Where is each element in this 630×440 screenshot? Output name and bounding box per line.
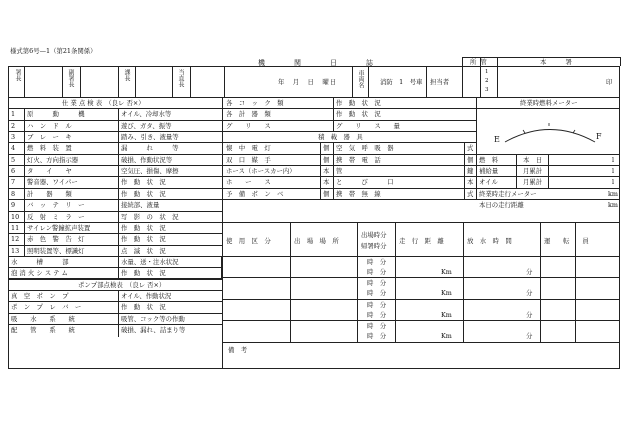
rule-h [222, 188, 476, 189]
equip-item-label: 管 [336, 167, 343, 176]
rule-h [8, 301, 222, 302]
log-time-depart: 時 分 [367, 279, 387, 288]
rule-h [222, 256, 620, 257]
fuel-meter-title: 終業時燃料メーター [520, 99, 578, 107]
rule-h [8, 188, 222, 189]
rule-h [222, 199, 476, 200]
rule-h [222, 342, 620, 343]
check-item-detail: 水量、送・注水状況 [121, 257, 179, 266]
rule-v [540, 222, 541, 342]
rule-h [222, 277, 620, 278]
rule-h [8, 120, 222, 121]
check-item-detail: 破損、作動状況等 [121, 155, 173, 164]
check-item-detail: 作 動 状 況 [121, 178, 166, 187]
equip-title: 積 載 器 具 [318, 133, 363, 142]
rule-h [8, 313, 222, 314]
check-item-label: 警音器、ワイパー [27, 178, 78, 187]
mid-item-label: グ リ ス [226, 121, 271, 130]
pump-item-label: 吸 水 系 統 [11, 314, 75, 323]
rule-v [464, 142, 465, 199]
check-item-detail: 写 影 の 状 況 [121, 212, 179, 221]
log-header-place: 出 場 場 所 [294, 236, 339, 245]
pump-item-detail: オイル、作動状況 [121, 291, 172, 300]
equip-item-label: と び 口 [336, 178, 394, 187]
rule-h [8, 199, 222, 200]
rule-h [222, 165, 476, 166]
check-item-detail: 作 動 状 況 [121, 269, 166, 278]
rule-v [24, 108, 25, 256]
log-time-return: 時 分 [367, 267, 387, 276]
today-distance-unit: km [608, 201, 618, 210]
log-header-usage: 使 用 区 分 [226, 236, 271, 245]
rule-h [8, 211, 222, 212]
distance-unit: km [608, 189, 618, 198]
log-minute-unit: 分 [526, 289, 533, 298]
equip-unit: 個 [323, 144, 330, 153]
log-time-return: 時 分 [367, 310, 387, 319]
log-time-depart: 時 分 [367, 257, 387, 266]
vehicle-label: 車両名 [357, 70, 364, 88]
gauge-e-label: E [494, 135, 500, 144]
rule-h [476, 108, 620, 109]
row-number: 9 [11, 201, 16, 210]
row-number: 6 [11, 167, 16, 176]
equip-unit: 個 [323, 189, 330, 198]
check-item-label: 反 射 ミ ラ ー [27, 212, 85, 221]
check-item-label: 水 槽 部 [11, 257, 69, 266]
rule-h [8, 154, 222, 155]
seal-mark: 印 [606, 78, 613, 86]
row-number: 11 [11, 223, 20, 232]
fuel-row-unit: l [612, 167, 615, 176]
log-time-depart: 時 分 [367, 300, 387, 309]
log-km-unit: Km [441, 332, 452, 341]
check-item-label: タ イ ヤ [27, 167, 72, 176]
log-header-return: 帰署時分 [361, 241, 387, 250]
log-time-depart: 時 分 [367, 322, 387, 331]
vehicle-name: 消防 1 号車 [380, 78, 423, 86]
row-number: 5 [11, 155, 16, 164]
date-field: 年 月 日 曜日 [278, 78, 338, 86]
rule-v [357, 222, 358, 342]
equip-unit: 本 [323, 167, 330, 176]
check-item-detail: 作 動 状 況 [121, 189, 166, 198]
pump-item-detail: 吸管、コック等の作動 [121, 314, 185, 323]
equip-item-label: 懐 中 電 灯 [226, 144, 271, 153]
rule-v [463, 222, 464, 342]
label-tochokucho: 当直長 [177, 69, 184, 87]
rule-v [575, 222, 576, 342]
mid-item-detail: 作 動 状 況 [336, 99, 381, 107]
row-number: 2 [11, 121, 16, 130]
check-item-label: ハ ン ド ル [27, 121, 72, 130]
shozoku-label: 所管 [470, 58, 491, 66]
page: 様式第6号—1（第21条関係） 機 関 日 誌 署長 副署長 課長 当直長 年 月 日 曜日 車両名 消防 1 号車 担当者 所管 本 署 1 2 3 印 仕 業 点 検 表 （良レ 否×） 1 原 動 機 オイル、冷却水等 2 ハ ン ド ル 遊び、ガタ、振等 3 ブ レ ー キ 踏み、引き、液量等 4 燃 料 装 置 漏 れ 等 5 灯火、方向指示器 破損、作動状況等 6 タ イ ヤ 空気圧、損傷、摩擦 7 警音器、ワイパー 作 動 状 況 8 計 器 類 作 動 状 況 9 バ ッ テ リ ー 接続部、液量 10 反 射 ミ ラ ー 写 影 の 状 況 11 サイレン警鐘拡声装置 作 動 状 況 12 赤 色 警 告 灯 作 動 状 況 13 照明装置等、標識灯 点 滅 状 況 水 槽 部 水量、送・注水状況 泡 消 火 シ ス テ ム 作 動 状 況 ポンプ部点検表 （良レ 否×） 真 空 ポ ン プ オイル、作動状況 ポ ン プ レ バ ー 作 動 状 況 吸 水 系 統 吸管、コック等の作動 配 管 系 統 破損、漏れ、詰まり等 各 コ ッ ク 類 作 動 状 況 各 計 器 類 作 動 状 況 グ リ ス グ リ ス 量 積 載 器 具 懐 中 電 灯 個 空 気 呼 吸 器 式 双 口 媒 手 個 携 帯 電 話 個 ホース（ホースカー内） 本 管 鍵 ホ ー ス 本 と び 口 本 予 備 ボ ン ベ 個 携 帯 無 線 式 終業時燃料メーター E F 燃 料 本 日 l 補給量 月累計 l オイル 月累計 l 終業時走行メーター km 本日の走行距離 km 使 用 区 分 出 場 場 所 出場時分 帰署時分 走 行 距 離 放 水 時 間 運 転 員 時 分 時 分 Km 分 時 分 時 分 Km 分 時 分 時 分 Km 分 時 分 時 分 Km 分 備 考 [0, 0, 630, 440]
log-minute-unit: 分 [526, 267, 533, 276]
rule-v [333, 97, 334, 131]
log-time-return: 時 分 [367, 289, 387, 298]
rule-h [222, 320, 620, 321]
distance-label: 終業時走行メーター [479, 189, 537, 198]
check-item-detail: 漏 れ 等 [121, 144, 179, 153]
pump-item-detail: 作 動 状 況 [121, 303, 166, 312]
fuel-row-key: 本 日 [523, 155, 543, 164]
biko-label: 備 考 [228, 345, 248, 354]
check-item-label: 計 器 類 [27, 189, 72, 198]
row-number: 12 [11, 235, 20, 244]
equip-unit: 個 [467, 155, 474, 164]
rule-h [8, 245, 222, 246]
equip-unit: 個 [323, 155, 330, 164]
pump-item-label: ポ ン プ レ バ ー [11, 303, 82, 312]
rule-h [8, 131, 222, 132]
page-title: 機 関 日 誌 [258, 59, 375, 67]
equip-item-label: ホース（ホースカー内） [226, 167, 296, 176]
log-header-depart: 出場時分 [361, 230, 387, 239]
gauge-f-label: F [596, 132, 602, 141]
check-item-label: サイレン警鐘拡声装置 [27, 223, 91, 232]
equip-unit: 本 [323, 178, 330, 187]
check-item-detail: オイル、冷却水等 [121, 110, 172, 119]
row-number: 1 [11, 110, 16, 119]
log-km-unit: Km [441, 267, 452, 276]
fuel-gauge [490, 112, 610, 152]
tanto-label: 担当者 [430, 78, 450, 86]
equip-unit: 式 [467, 144, 474, 153]
mid-item-label: 各 コ ッ ク 類 [226, 99, 284, 107]
rule-v [516, 154, 517, 188]
equip-unit: 式 [467, 189, 474, 198]
fuel-row-unit: l [612, 178, 615, 187]
equip-item-label: 空 気 呼 吸 器 [336, 144, 394, 153]
rule-h [222, 120, 476, 121]
rule-h [222, 222, 620, 223]
rule-h [222, 154, 476, 155]
rule-v [320, 142, 321, 199]
pump-item-detail: 破損、漏れ、詰まり等 [121, 326, 186, 334]
log-time-return: 時 分 [367, 332, 387, 341]
rule-v [118, 108, 119, 278]
label-fukushocho: 副署長 [67, 69, 74, 87]
check-item-detail: 作 動 状 況 [121, 223, 166, 232]
check-item-detail: 空気圧、損傷、摩擦 [121, 167, 179, 176]
row-number: 8 [11, 189, 16, 198]
section-pump-title: ポンプ部点検表 （良レ 否×） [78, 280, 166, 289]
rule-h [222, 176, 476, 177]
section-shiyo-title: 仕 業 点 検 表 （良レ 否×） [62, 99, 145, 107]
rule-v [476, 97, 477, 199]
rule-h [222, 131, 476, 132]
rule-h [222, 299, 620, 300]
check-item-label: 燃 料 装 置 [27, 144, 72, 153]
log-km-unit: Km [441, 289, 452, 298]
check-item-label: 原 動 機 [27, 110, 85, 119]
row-number: 7 [11, 178, 16, 187]
highlight-box [8, 256, 222, 279]
rule-v [548, 154, 549, 188]
equip-item-label: 携 帯 電 話 [336, 155, 381, 164]
check-item-detail: 点 滅 状 況 [121, 246, 166, 255]
pump-item-label: 真 空 ポ ン プ [11, 291, 69, 300]
log-header-driver: 運 転 員 [544, 236, 589, 245]
equip-unit: 鍵 [467, 167, 474, 176]
log-minute-unit: 分 [526, 332, 533, 341]
fuel-row-label: オイル [479, 178, 498, 187]
equip-item-label: ホ ー ス [226, 178, 271, 187]
today-distance-label: 本日の走行距離 [479, 201, 524, 210]
fuel-row-label: 燃 料 [479, 155, 499, 164]
rule-v [290, 222, 291, 342]
equip-unit: 本 [467, 178, 474, 187]
mid-item-detail: グ リ ス 量 [336, 121, 400, 130]
form-id: 様式第6号—1（第21条関係） [10, 47, 97, 55]
pump-item-label: 配 管 系 統 [11, 326, 75, 334]
log-header-water: 放 水 時 間 [467, 236, 512, 245]
equip-item-label: 予 備 ボ ン ベ [226, 189, 284, 198]
check-item-label: バ ッ テ リ ー [27, 201, 85, 210]
log-minute-unit: 分 [526, 310, 533, 319]
mid-item-label: 各 計 器 類 [226, 110, 271, 119]
check-item-label: 灯火、方向指示器 [27, 155, 79, 164]
rule-h [8, 324, 222, 325]
label-shocho: 署長 [14, 69, 21, 81]
log-header-distance: 走 行 距 離 [399, 236, 444, 245]
rule-v [395, 222, 396, 342]
rule-v [333, 142, 334, 199]
fuel-row-label: 補給量 [479, 167, 499, 176]
check-item-label: 照明装置等、標識灯 [27, 246, 85, 255]
fuel-row-key: 月累計 [523, 178, 543, 187]
equip-item-label: 双 口 媒 手 [226, 155, 271, 164]
mid-item-detail: 作 動 状 況 [336, 110, 381, 119]
check-item-detail: 接続部、液量 [121, 201, 160, 210]
rule-h [8, 279, 222, 280]
check-item-label: ブ レ ー キ [27, 133, 72, 142]
row-number: 3 [11, 133, 16, 142]
check-item-label: 泡 消 火 シ ス テ ム [11, 269, 68, 278]
check-item-label: 赤 色 警 告 灯 [27, 235, 85, 244]
rule-h [8, 222, 222, 223]
row-number: 10 [11, 212, 20, 221]
equip-item-label: 携 帯 無 線 [336, 189, 381, 198]
rule-h [476, 199, 620, 200]
row-number: 4 [11, 144, 16, 153]
log-km-unit: Km [441, 310, 452, 319]
fuel-row-unit: l [612, 155, 615, 164]
check-item-detail: 踏み、引き、液量等 [121, 133, 179, 142]
fuel-row-key: 月累計 [523, 167, 543, 176]
label-kacho: 課長 [123, 69, 130, 81]
check-item-detail: 遊び、ガタ、振等 [121, 121, 172, 130]
rule-h [8, 165, 222, 166]
row-number: 13 [11, 246, 20, 255]
shozoku-value: 本 署 [540, 58, 572, 66]
rule-h [476, 188, 620, 189]
rule-h [8, 290, 222, 291]
check-item-detail: 作 動 状 況 [121, 235, 166, 244]
